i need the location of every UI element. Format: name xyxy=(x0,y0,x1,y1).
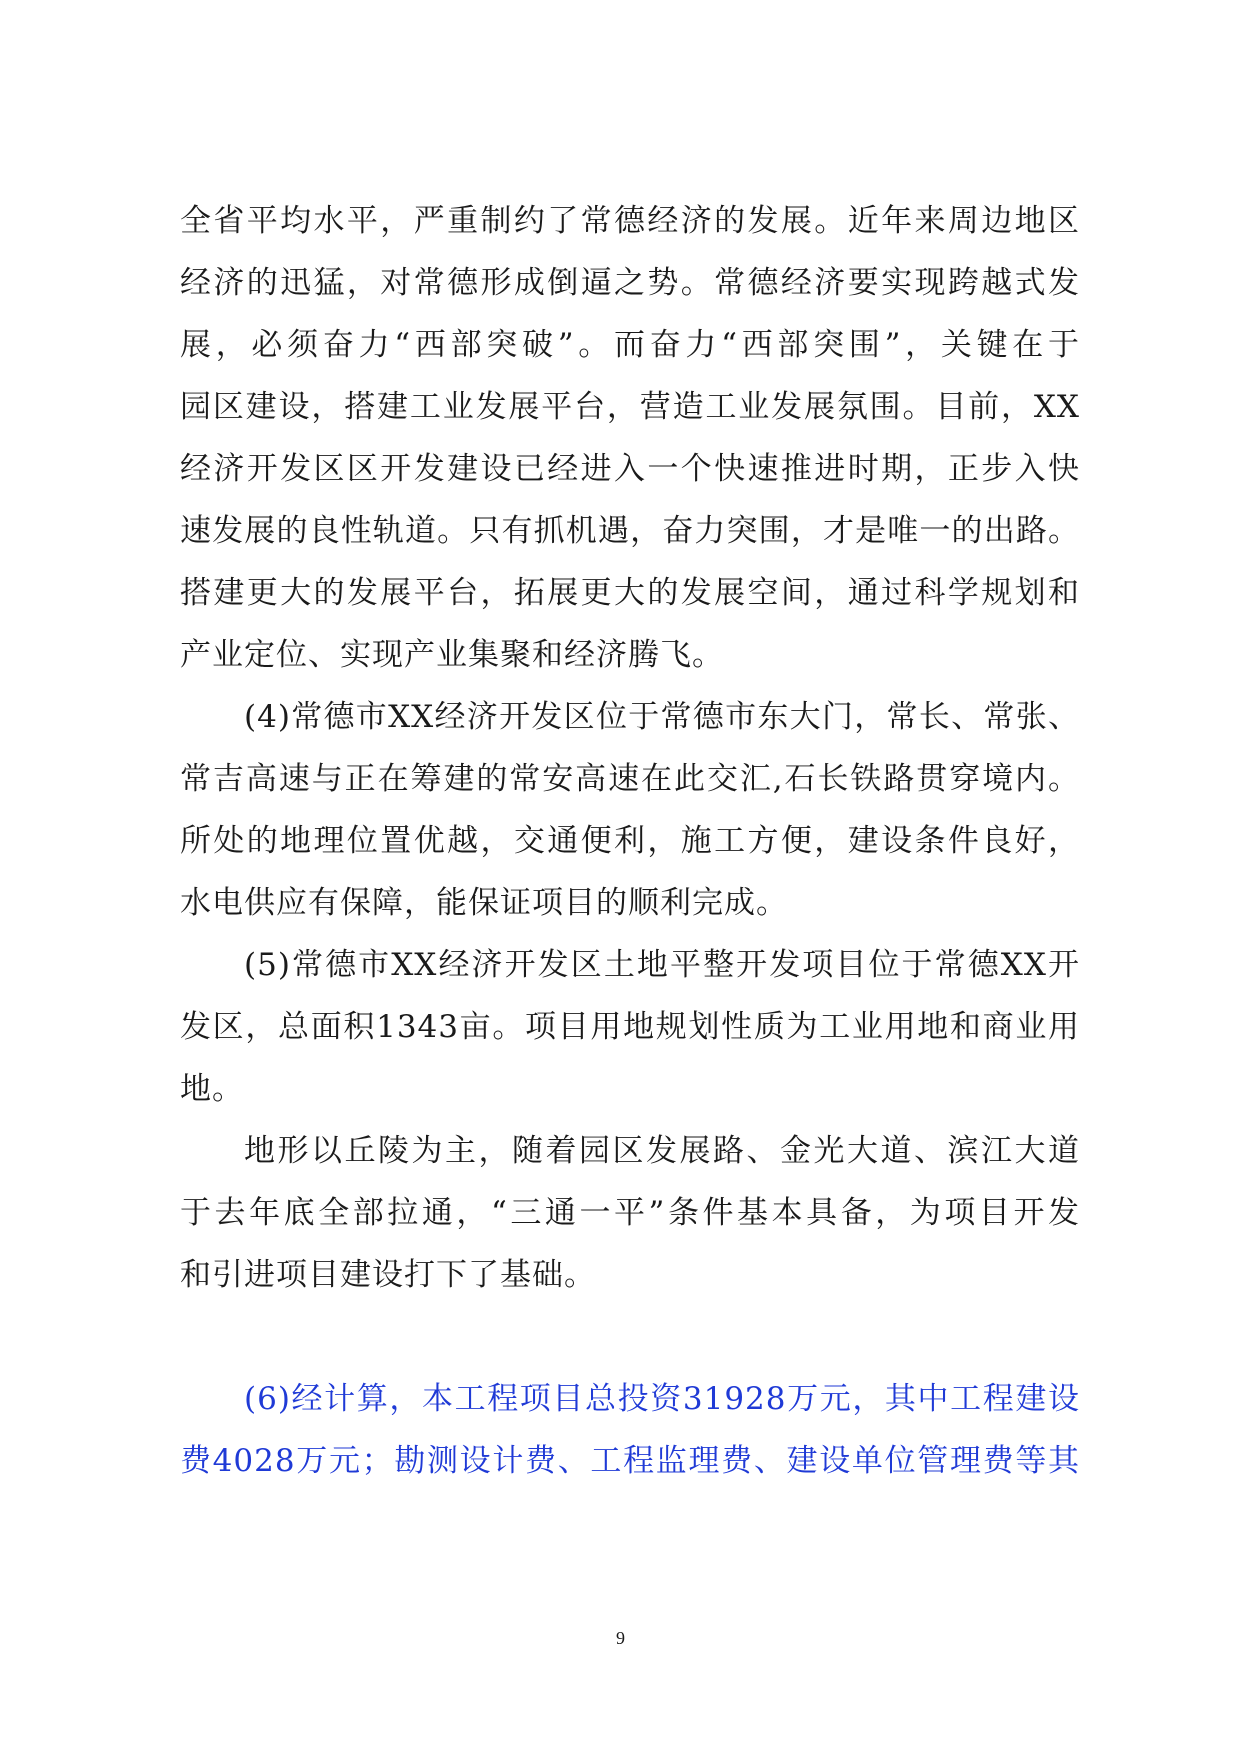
text-line: 地。 xyxy=(180,1071,244,1107)
text-line: (5)常德市XX经济开发区土地平整开发项目位于常德XX开 xyxy=(244,947,1080,983)
paragraph xyxy=(180,686,1080,934)
text-line: (4)常德市XX经济开发区位于常德市东大门，常长、常张、 xyxy=(244,699,1080,735)
text-line: 搭建更大的发展平台，拓展更大的发展空间，通过科学规划和 xyxy=(180,575,1080,611)
text-line: 经济的迅猛，对常德形成倒逼之势。常德经济要实现跨越式发 xyxy=(180,265,1080,301)
text-line: 发区，总面积1343亩。项目用地规划性质为工业用地和商业用 xyxy=(180,1009,1080,1045)
text-line: 所处的地理位置优越，交通便利，施工方便，建设条件良好， xyxy=(180,823,1080,859)
text-line: 经济开发区区开发建设已经进入一个快速推进时期，正步入快 xyxy=(180,451,1080,487)
text-line: 产业定位、实现产业集聚和经济腾飞。 xyxy=(180,637,724,673)
text-line: 全省平均水平，严重制约了常德经济的发展。近年来周边地区 xyxy=(180,203,1080,239)
page-number: 9 xyxy=(616,1628,625,1648)
text-line: 常吉高速与正在筹建的常安高速在此交汇,石长铁路贯穿境内。 xyxy=(180,761,1080,797)
text-line: 于去年底全部拉通，“三通一平”条件基本具备，为项目开发 xyxy=(180,1195,1080,1231)
text-line: 速发展的良性轨道。只有抓机遇，奋力突围，才是唯一的出路。 xyxy=(180,513,1080,549)
paragraph xyxy=(180,190,1080,686)
text-line: 展，必须奋力“西部突破”。而奋力“西部突围”，关键在于 xyxy=(180,327,1080,363)
paragraph-gap xyxy=(180,1306,1080,1368)
highlighted-paragraph xyxy=(180,1368,1080,1492)
paragraph xyxy=(180,1120,1080,1306)
paragraph xyxy=(180,934,1080,1120)
text-line: 园区建设，搭建工业发展平台，营造工业发展氛围。目前，XX xyxy=(180,389,1080,425)
text-line: 和引进项目建设打下了基础。 xyxy=(180,1257,596,1293)
text-line: 费4028万元；勘测设计费、工程监理费、建设单位管理费等其 xyxy=(180,1443,1080,1479)
document-body xyxy=(180,190,1080,1492)
text-line: 地形以丘陵为主，随着园区发展路、金光大道、滨江大道 xyxy=(244,1133,1080,1169)
text-line: 水电供应有保障，能保证项目的顺利完成。 xyxy=(180,885,788,921)
text-line: (6)经计算，本工程项目总投资31928万元，其中工程建设 xyxy=(244,1381,1080,1417)
